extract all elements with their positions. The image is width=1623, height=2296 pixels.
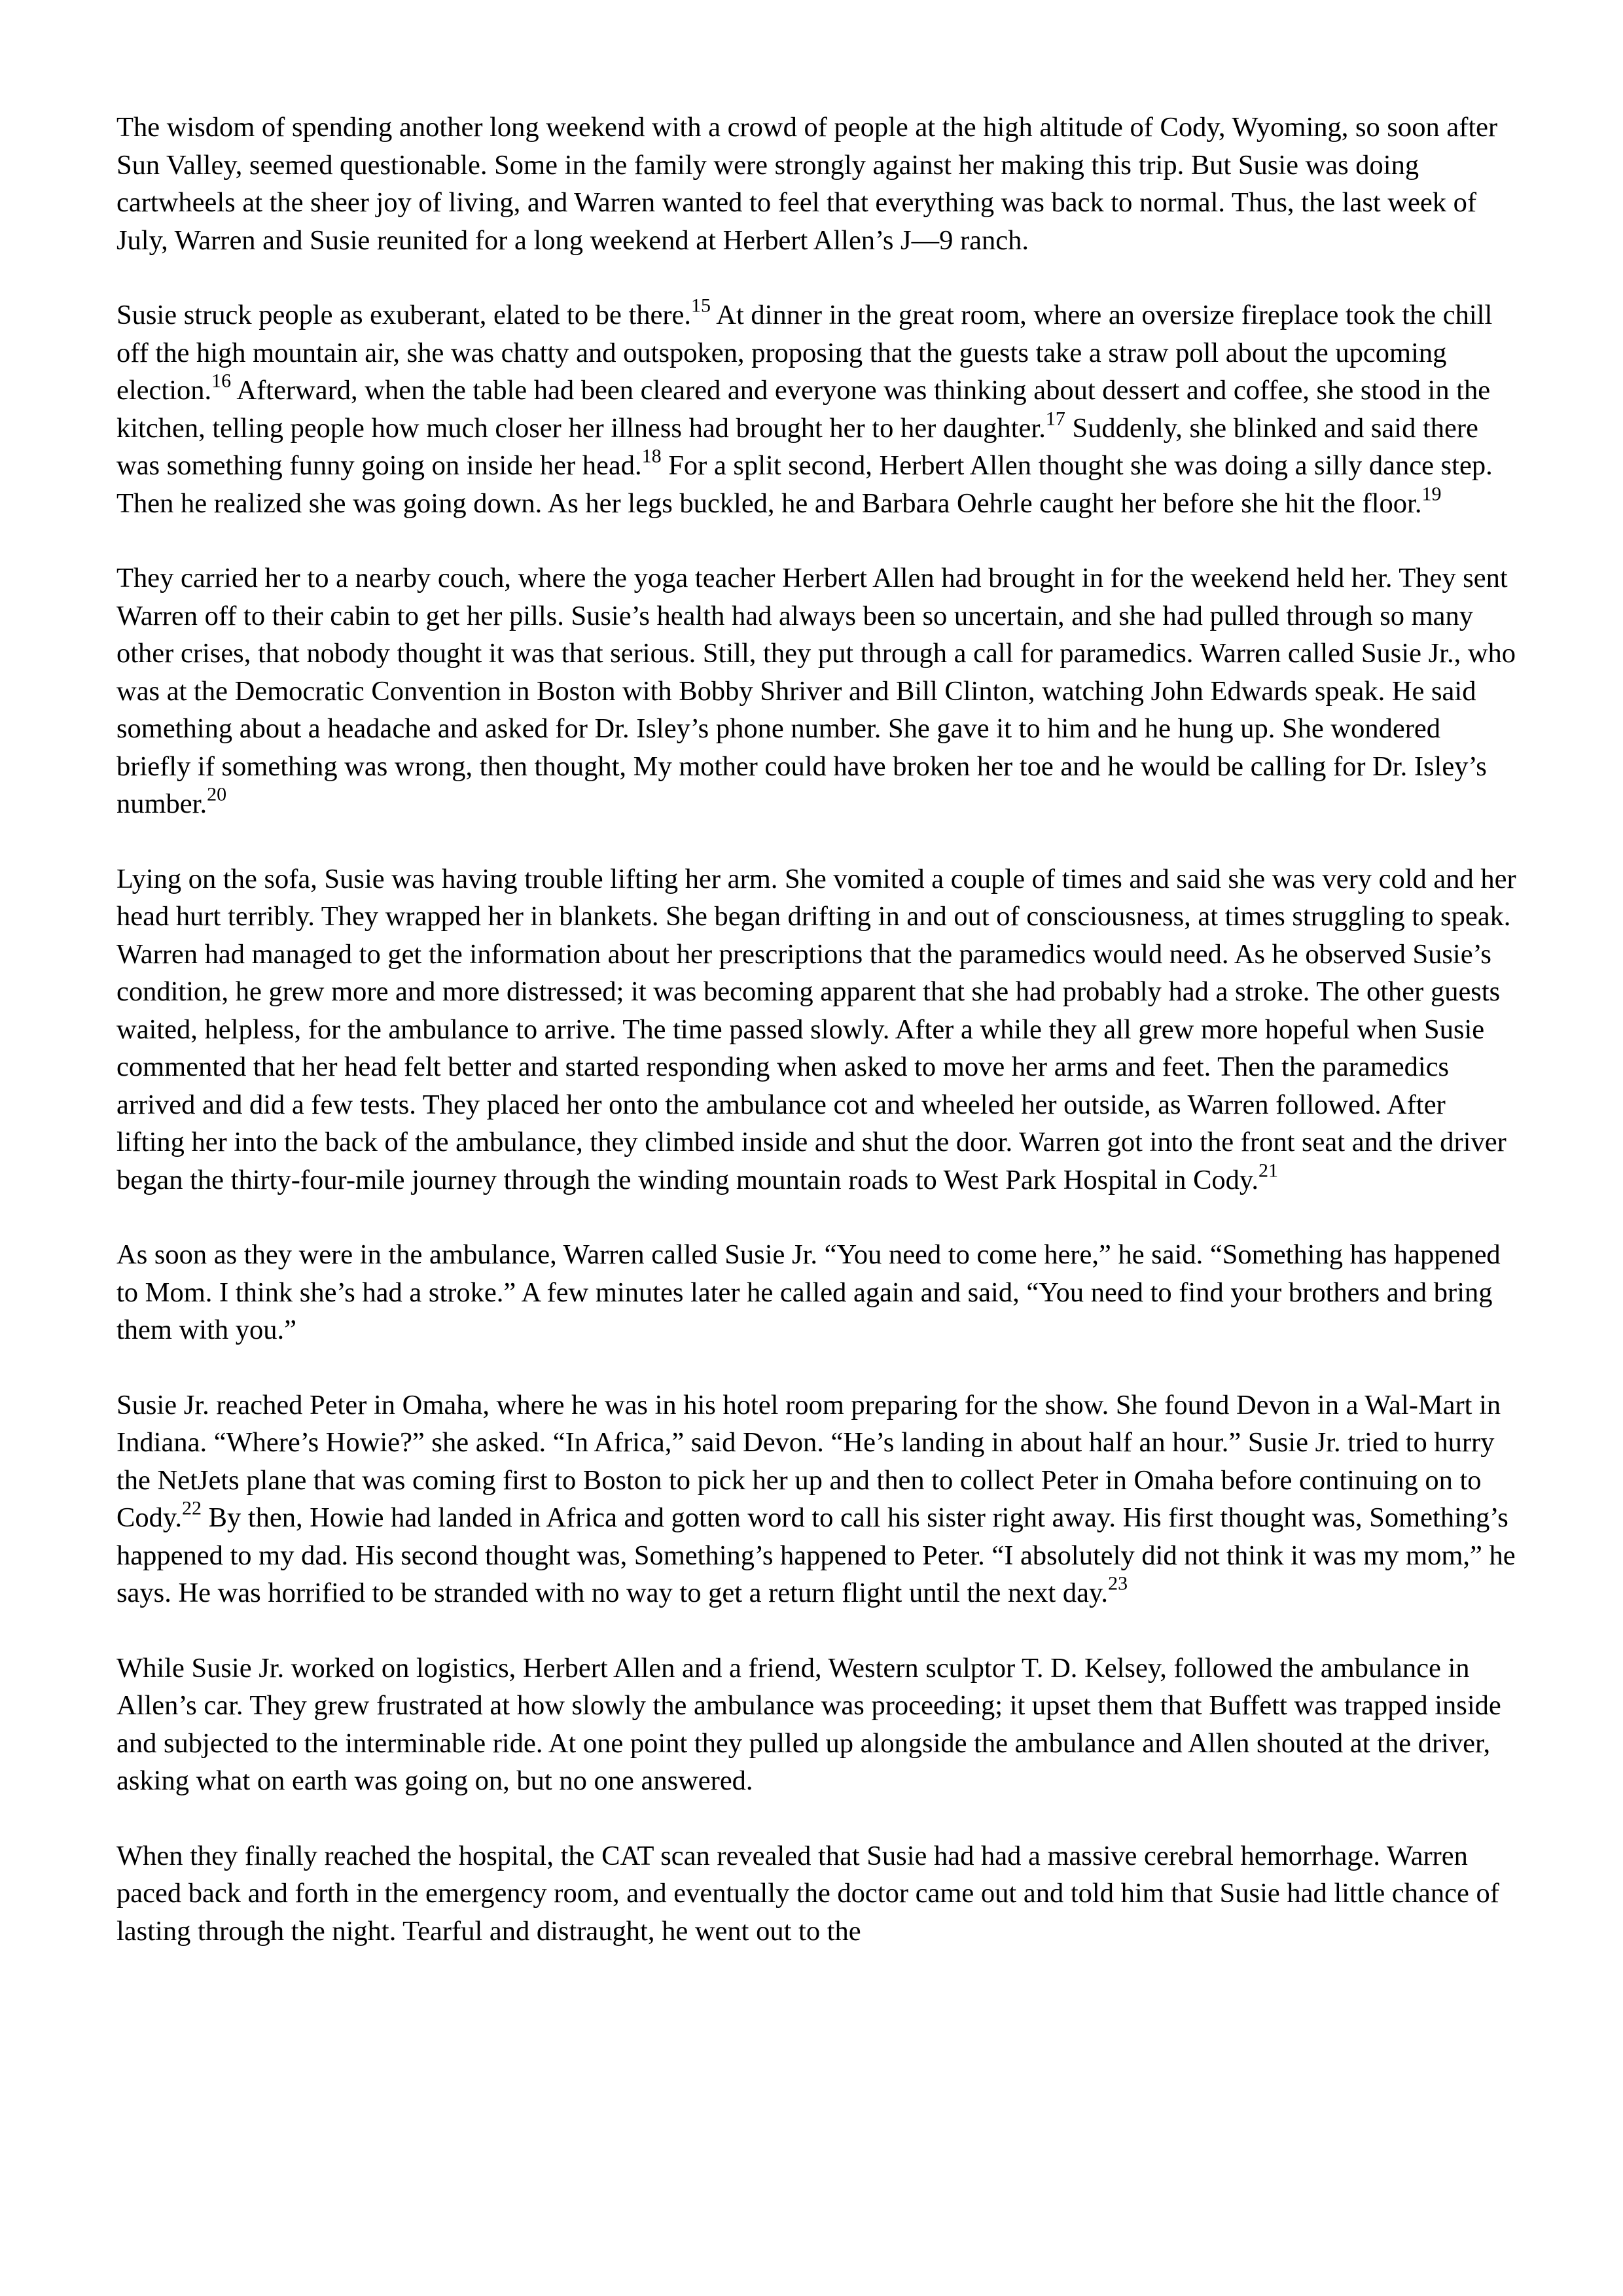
footnote-marker: 23 [1108,1572,1128,1595]
body-paragraph [116,1650,1518,1800]
footnote-marker: 19 [1421,482,1442,504]
text-run: For a split second, Herbert Allen thought she was doing a silly dance step. Then he realized she was going down. As her legs buckled, he and Barbara Oehrle caught her before she hit the floor. [116,450,1493,519]
text-run: The wisdom of spending another long weekend with a crowd of people at the high altitude of Cody, Wyoming, so soon after Sun Valley, seemed questionable. Some in the family were strongly against her making this trip. But Susie was doing cartwheels at the sheer joy of living, and Warren wanted to feel that everything was back to normal. Thus, the last week of July, Warren and Susie reunited for a long weekend at Herbert Allen’s J—9 ranch. [116,112,1498,256]
footnote-marker: 15 [691,294,711,317]
body-paragraph [116,1236,1518,1349]
text-run: Susie struck people as exuberant, elated to be there. [116,300,692,330]
text-run: Suddenly, she blinked and said there was something funny going on inside her head. [116,412,1478,481]
body-paragraph [116,1386,1518,1612]
text-run: Lying on the sofa, Susie was having trouble lifting her arm. She vomited a couple of times and said she was very cold and her head hurt terribly. They wrapped her in blankets. She began drifting in and out of consciousness, at times struggling to speak. Warren had managed to get the information about her prescriptions that the paramedics would need. As he observed Susie’s condition, he grew more and more distressed; it was becoming apparent that she had probably had a stroke. The other guests waited, helpless, for the ambulance to arrive. The time passed slowly. After a while they all grew more hopeful when Susie commented that her head felt better and started responding when asked to move her arms and feet. Then the paramedics arrived and did a few tests. They placed her onto the ambulance cot and wheeled her outside, as Warren followed. After lifting her into the back of the ambulance, they climbed inside and shut the door. Warren got into the front seat and the driver began the thirty-four-mile journey through the winding mountain roads to West Park Hospital in Cody. [116,863,1516,1195]
body-paragraph [116,1837,1518,1951]
text-run: Afterward, when the table had been cleared and everyone was thinking about dessert and coffee, she stood in the kitchen, telling people how much closer her illness had brought her to her daughter. [116,375,1491,444]
text-run: At dinner in the great room, where an oversize fireplace took the chill off the high mountain air, she was chatty and outspoken, proposing that the guests take a straw poll about the upcoming election. [116,300,1493,406]
footnote-marker: 22 [181,1497,202,1519]
footnote-marker: 16 [211,370,232,392]
body-paragraph [116,109,1518,259]
footnote-marker: 18 [641,445,662,467]
footnote-marker: 17 [1045,407,1065,429]
text-run: When they finally reached the hospital, the CAT scan revealed that Susie had had a massive cerebral hemorrhage. Warren paced back and forth in the emergency room, and eventually the doctor came out and told him that Susie had little chance of lasting through the night. Tearful and distraught, he went out to the [116,1840,1499,1947]
text-run: They carried her to a nearby couch, where the yoga teacher Herbert Allen had brought in for the weekend held her. They sent Warren off to their cabin to get her pills. Susie’s health had always been so uncertain, and she had pulled through so many other crises, that nobody thought it was that serious. Still, they put through a call for paramedics. Warren called Susie Jr., who was at the Democratic Convention in Boston with Bobby Shriver and Bill Clinton, watching John Edwards speak. He said something about a headache and asked for Dr. Isley’s phone number. She gave it to him and he hung up. She wondered briefly if something was wrong, then thought, My mother could have broken her toe and he would be calling for Dr. Isley’s number. [116,563,1516,819]
footnote-marker: 20 [207,783,227,805]
body-paragraph [116,860,1518,1199]
text-run: Susie Jr. reached Peter in Omaha, where he was in his hotel room preparing for the show. She found Devon in a Wal-Mart in Indiana. “Where’s Howie?” she asked. “In Africa,” said Devon. “He’s landing in about half an hour.” Susie Jr. tried to hurry the NetJets plane that was coming first to Boston to pick her up and then to collect Peter in Omaha before continuing on to Cody. [116,1389,1501,1533]
text-run: As soon as they were in the ambulance, Warren called Susie Jr. “You need to come here,” he said. “Something has happened to Mom. I think she’s had a stroke.” A few minutes later he called again and said, “You need to find your brothers and bring them with you.” [116,1239,1501,1345]
body-paragraph [116,296,1518,522]
text-run: While Susie Jr. worked on logistics, Herbert Allen and a friend, Western sculptor T. D. Kelsey, followed the ambulance in Allen’s car. They grew frustrated at how slowly the ambulance was proceeding; it upset them that Buffett was trapped inside and subjected to the interminable ride. At one point they pulled up alongside the ambulance and Allen shouted at the driver, asking what on earth was going on, but no one answered. [116,1652,1501,1796]
body-paragraph [116,559,1518,823]
footnote-marker: 21 [1258,1159,1279,1181]
document-page [116,109,1518,1950]
text-run: By then, Howie had landed in Africa and gotten word to call his sister right away. His first thought was, Something’s happened to my dad. His second thought was, Something’s happened to Peter. “I absolutely did not think it was my mom,” he says. He was horrified to be stranded with no way to get a return flight until the next day. [116,1502,1516,1608]
